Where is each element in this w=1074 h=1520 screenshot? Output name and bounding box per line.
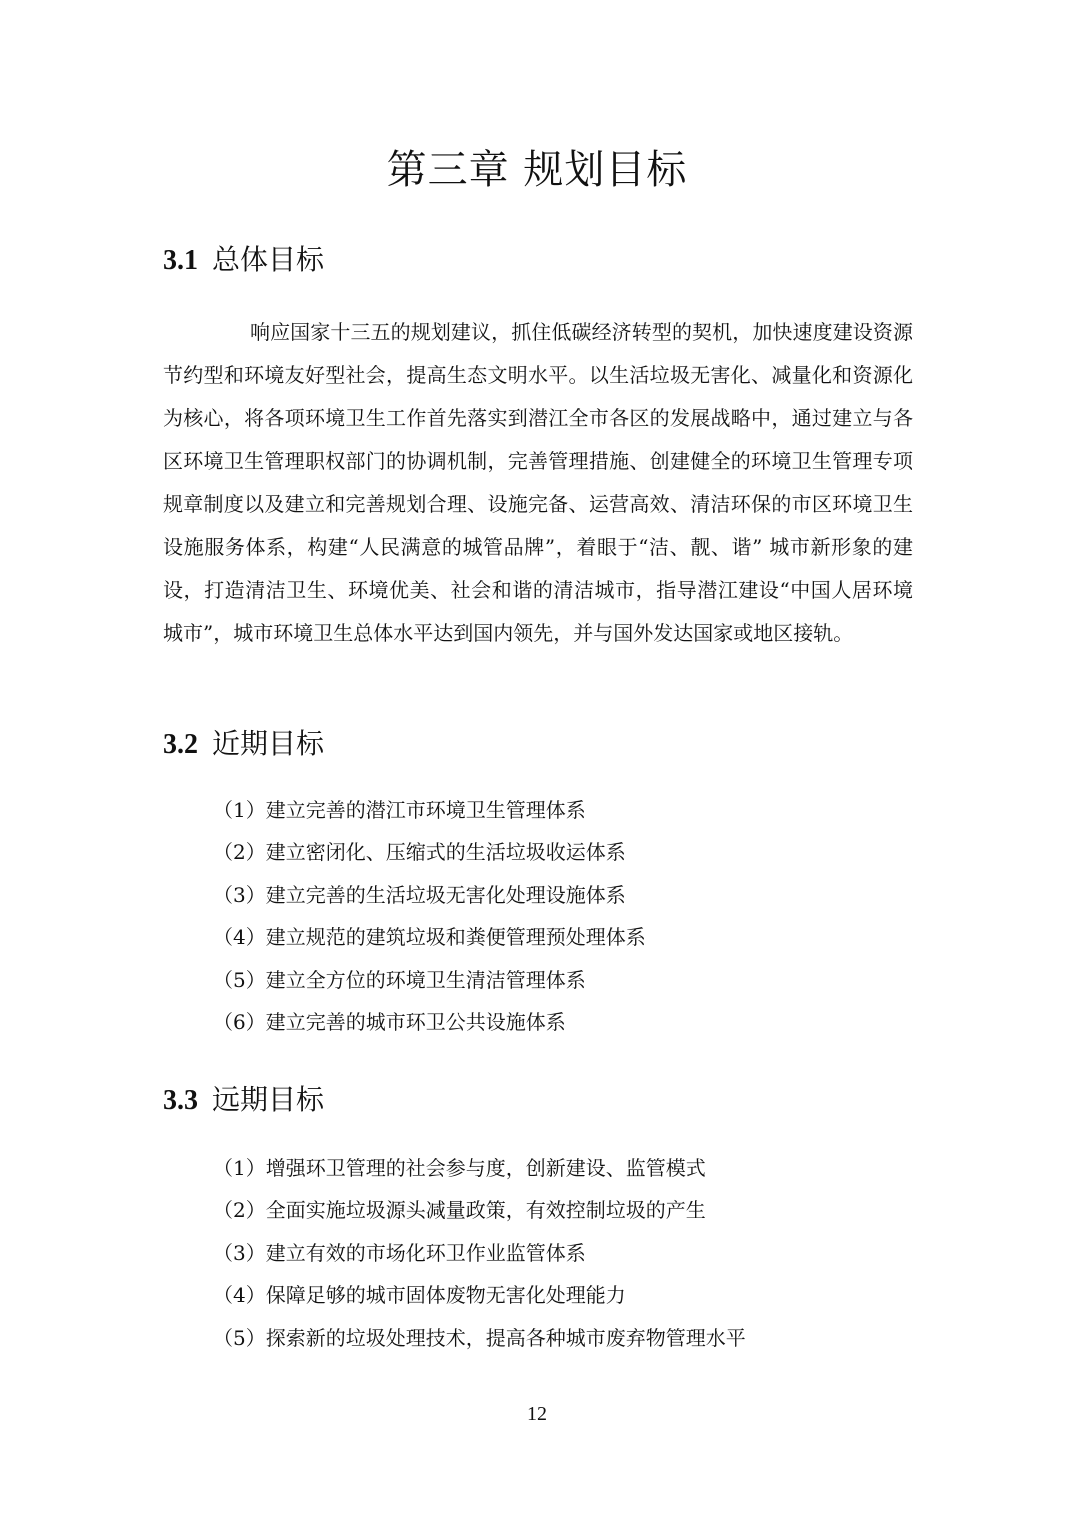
list-item: （4）保障足够的城市固体废物无害化处理能力	[213, 1283, 626, 1308]
list-item: （1）建立完善的潜江市环境卫生管理体系	[213, 798, 586, 822]
section-heading-3-2	[163, 722, 324, 762]
chapter-title: 第三章 规划目标	[386, 147, 688, 193]
section-number: 3.1	[163, 245, 198, 276]
list-item: （3）建立完善的生活垃圾无害化处理设施体系	[213, 882, 626, 907]
section-number: 3.3	[163, 1085, 198, 1116]
list-item: （5）探索新的垃圾处理技术，提高各种城市废弃物管理水平	[213, 1325, 746, 1350]
near-term-goal-list	[213, 789, 646, 1043]
list-item: （6）建立完善的城市环卫公共设施体系	[213, 1009, 566, 1034]
long-term-goal-list	[213, 1147, 746, 1359]
list-item: （1）增强环卫管理的社会参与度，创新建设、监管模式	[213, 1156, 706, 1180]
page-number: 12	[527, 1403, 547, 1425]
section-heading-3-3	[163, 1078, 324, 1118]
list-item: （5）建立全方位的环境卫生清洁管理体系	[213, 967, 586, 992]
section-title: 近期目标	[212, 727, 325, 760]
list-item: （2）建立密闭化、压缩式的生活垃圾收运体系	[213, 840, 626, 865]
list-item: （2）全面实施垃圾源头减量政策，有效控制垃圾的产生	[213, 1198, 706, 1223]
section-heading-3-1	[163, 238, 324, 278]
section-title: 远期目标	[212, 1083, 325, 1116]
list-item: （4）建立规范的建筑垃圾和粪便管理预处理体系	[213, 925, 646, 950]
section-number: 3.2	[163, 729, 198, 760]
section-title: 总体目标	[212, 243, 325, 276]
list-item: （3）建立有效的市场化环卫作业监管体系	[213, 1240, 586, 1265]
overall-goal-paragraph: 响应国家十三五的规划建议，抓住低碳经济转型的契机，加快速度建设资源节约型和环境友好型社会，提高生态文明水平。以生活垃圾无害化、减量化和资源化为核心，将各项环境卫生工作首先落实到潜江全市各区的发展战略中，通过建立与各区环境卫生管理职权部门的协调机制，完善管理措施、创建健全的环境卫生管理专项规章制度以及建立和完善规划合理、设施完备、运营高效、清洁环保的市区环境卫生设施服务体系，构建“人民满意的城管品牌”，着眼于“洁、靓、谐” 城市新形象的建设，打造清洁卫生、环境优美、社会和谐的清洁城市，指导潜江建设“中国人居环境城市”，城市环境卫生总体水平达到国内领先，并与国外发达国家或地区接轨。	[163, 320, 913, 645]
